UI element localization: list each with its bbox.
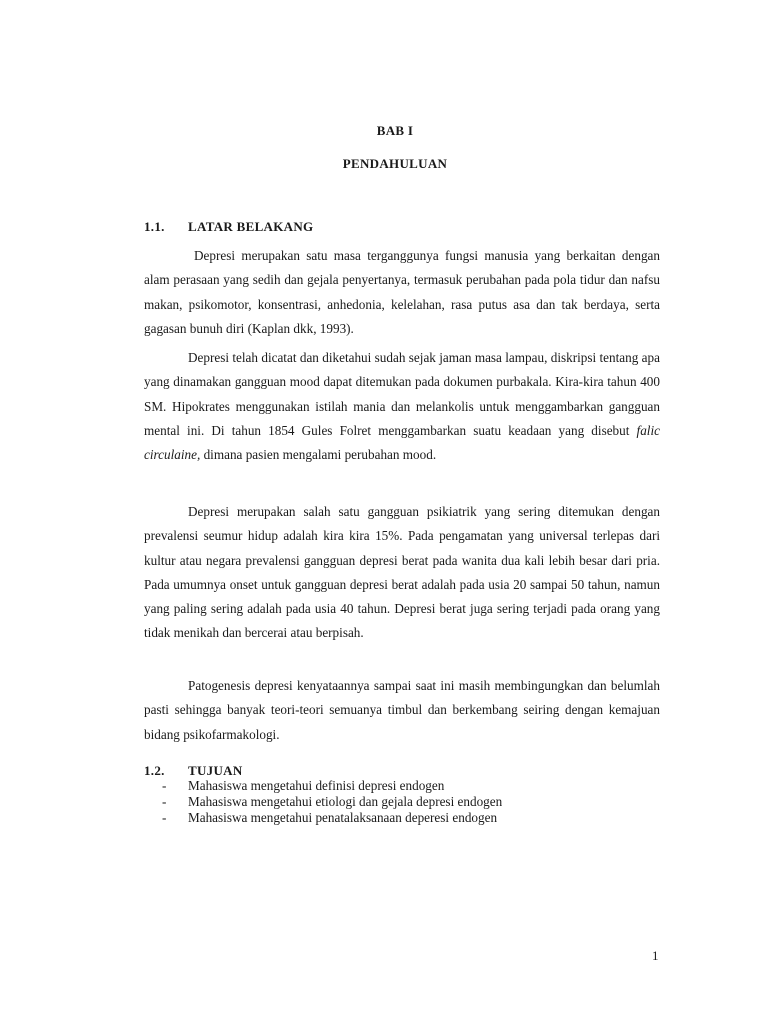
list-item-text: Mahasiswa mengetahui penatalaksanaan deperesi endogen bbox=[188, 810, 498, 825]
paragraph-1: Depresi merupakan satu masa terganggunya fungsi manusia yang berkaitan dengan alam perasaan yang sedih dan gejala penyertanya, termasuk perubahan pada pola tidur dan nafsu makan, psikomotor, konsentrasi, anhedonia, kelelahan, rasa putus asa dan tak berdaya, serta gagasan bunuh diri (Kaplan dkk, 1993). bbox=[144, 248, 660, 336]
paragraph-2-italic-term: falic circulaine, bbox=[144, 422, 660, 463]
list-item-text: Mahasiswa mengetahui etiologi dan gejala depresi endogen bbox=[188, 794, 503, 809]
section-title: LATAR BELAKANG bbox=[188, 219, 314, 234]
paragraph-3: Depresi merupakan salah satu gangguan psikiatrik yang sering ditemukan dengan prevalensi seumur hidup adalah kira kira 15%. Pada pengamatan yang universal terlepas dari kultur atau negara prevalensi gangguan depresi berat pada wanita dua kali lebih besar dari pria. Pada umumnya onset untuk gangguan depresi berat adalah pada usia 20 sampai 50 tahun, namun yang paling sering adalah pada usia 40 tahun. Depresi berat juga sering terjadi pada orang yang tidak menikah dan bercerai atau berpisah. bbox=[144, 504, 660, 641]
paragraph-4: Patogenesis depresi kenyataannya sampai saat ini masih membingungkan dan belumlah pasti sehingga banyak teori-teori semuanya timbul dan berkembang seiring dengan kemajuan bidang psikofarmakologi. bbox=[144, 678, 660, 742]
page-number: 1 bbox=[652, 948, 659, 963]
goal-list bbox=[144, 778, 660, 826]
paragraph-2 bbox=[144, 346, 660, 467]
section-heading-tujuan bbox=[144, 763, 243, 779]
paragraph-2-text-b: dimana pasien mengalami perubahan mood. bbox=[200, 447, 437, 463]
list-item bbox=[144, 810, 660, 826]
section-number: 1.2. bbox=[144, 763, 165, 778]
list-dash: - bbox=[162, 778, 167, 793]
list-item bbox=[144, 794, 660, 810]
chapter-title: PENDAHULUAN bbox=[342, 156, 448, 171]
list-dash: - bbox=[162, 794, 167, 809]
chapter-number: BAB I bbox=[376, 123, 414, 138]
section-title: TUJUAN bbox=[188, 763, 243, 778]
list-item-text: Mahasiswa mengetahui definisi depresi endogen bbox=[188, 778, 445, 793]
section-number: 1.1. bbox=[144, 219, 165, 234]
list-dash: - bbox=[162, 810, 167, 825]
section-heading-latar-belakang bbox=[144, 219, 313, 235]
paragraph-2-text-a: Depresi telah dicatat dan diketahui sudah sejak jaman masa lampau, diskripsi tentang apa yang dinamakan gangguan mood dapat ditemukan pada dokumen purbakala. Kira-kira tahun 400 SM. Hipokrates menggunakan istilah mania dan melankolis untuk menggambarkan gangguan mental ini. Di tahun 1854 Gules Folret menggambarkan suatu keadaan yang disebut bbox=[144, 350, 660, 438]
list-item bbox=[144, 778, 660, 794]
